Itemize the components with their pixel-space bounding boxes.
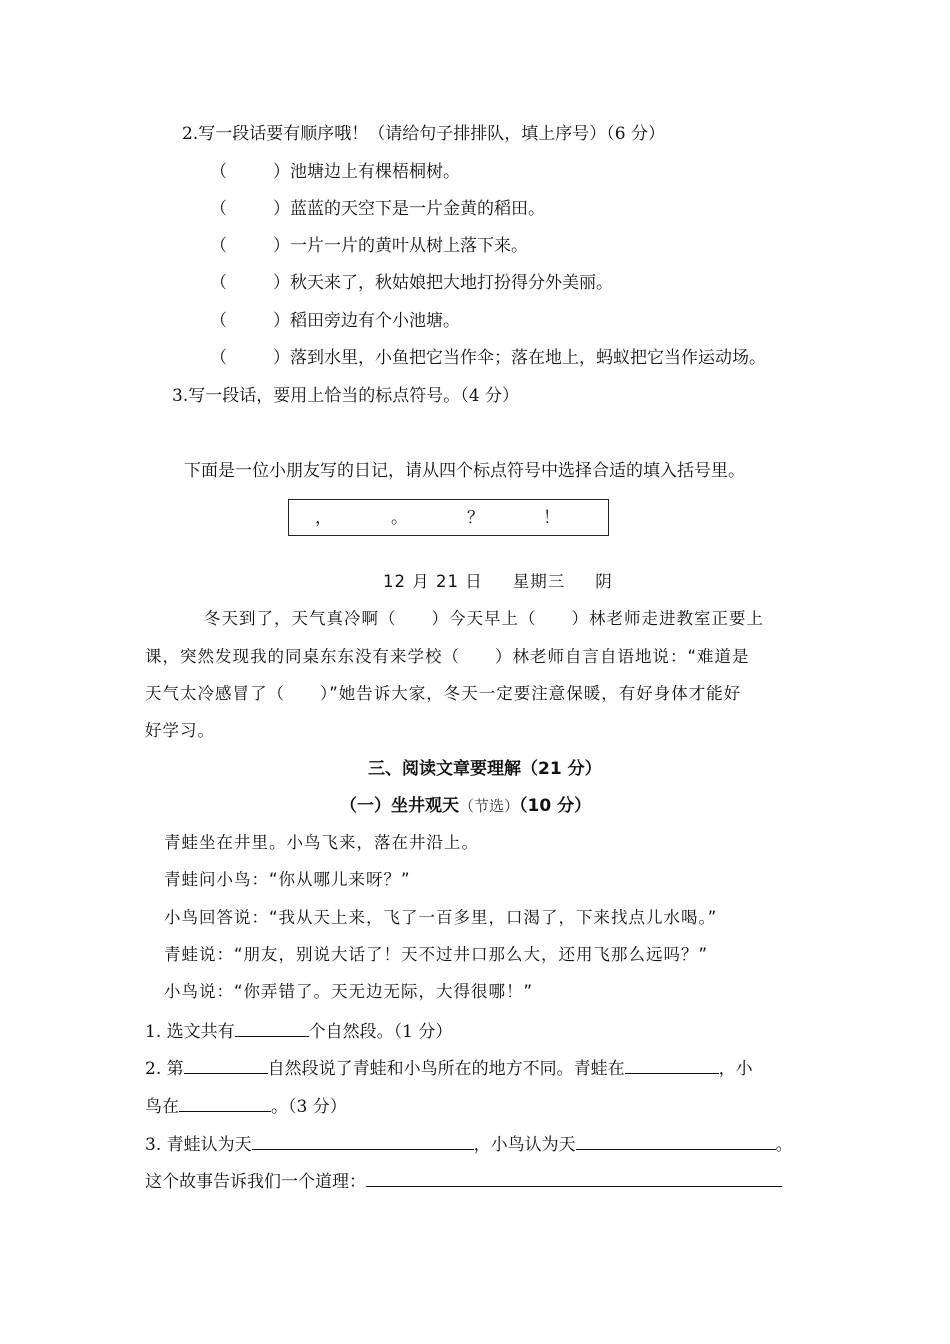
paren-open: （ bbox=[210, 162, 227, 182]
section3-title: 三、阅读文章要理解（21 分） bbox=[368, 759, 602, 779]
diary-line-2: 课，突然发现我的同桌东东没有来学校（ ）林老师自言自语地说：“难道是 bbox=[145, 647, 750, 666]
paren-open: （ bbox=[210, 311, 227, 331]
blank-q3-bird-sky[interactable] bbox=[576, 1131, 776, 1150]
subtitle-note: （节选） bbox=[459, 797, 520, 815]
story-line-1: 青蛙坐在井里。小鸟飞来，落在井沿上。 bbox=[164, 833, 479, 852]
story-line-3: 小鸟回答说：“我从天上来，飞了一百多里，口渴了，下来找点儿水喝。” bbox=[164, 908, 718, 927]
item-text: 秋天来了，秋姑娘把大地打扮得分外美丽。 bbox=[290, 273, 613, 293]
blank-q2-paragraph[interactable] bbox=[184, 1055, 268, 1074]
item-text: 池塘边上有棵梧桐树。 bbox=[290, 162, 460, 182]
blank-q2-bird-place[interactable] bbox=[179, 1093, 271, 1112]
q2-item-5 bbox=[210, 309, 460, 333]
symbol-exclamation: ！ bbox=[543, 508, 560, 528]
reading-q3: 3. 青蛙认为天 ，小鸟认为天 。 bbox=[145, 1131, 793, 1157]
diary-line-4: 好学习。 bbox=[145, 721, 215, 740]
paren-open: （ bbox=[210, 236, 227, 256]
paren-open: （ bbox=[210, 273, 227, 293]
blank-q4-lesson[interactable] bbox=[366, 1168, 782, 1187]
paren-open: （ bbox=[210, 348, 227, 368]
q3-instruction: 下面是一位小朋友写的日记，请从四个标点符号中选择合适的填入括号里。 bbox=[184, 461, 745, 481]
story-line-2: 青蛙问小鸟：“你从哪儿来呀？” bbox=[164, 870, 411, 889]
story-line-4: 青蛙说：“朋友，别说大话了！天不过井口那么大，还用飞那么远吗？” bbox=[164, 945, 709, 964]
symbol-comma: ， bbox=[315, 508, 332, 528]
subtitle-score: （10 分） bbox=[519, 796, 592, 816]
diary-weekday: 星期三 bbox=[512, 572, 566, 591]
reading-q1: 1. 选文共有 个自然段。（1 分） bbox=[145, 1018, 452, 1044]
q3-title: 3.写一段话，要用上恰当的标点符号。（4 分） bbox=[172, 386, 519, 406]
q2-item-3 bbox=[210, 234, 528, 258]
q2-item-6 bbox=[210, 346, 766, 370]
paren-close: ） bbox=[273, 348, 290, 368]
diary-header bbox=[383, 570, 613, 594]
diary-weather: 阴 bbox=[595, 572, 613, 591]
paren-close: ） bbox=[273, 236, 290, 256]
item-text: 一片一片的黄叶从树上落下来。 bbox=[290, 236, 528, 256]
diary-line-3: 天气太冷感冒了（ ）”她告诉大家，冬天一定要注意保暖，有好身体才能好 bbox=[145, 684, 742, 703]
blank-q2-frog-place[interactable] bbox=[625, 1055, 719, 1074]
paren-close: ） bbox=[273, 199, 290, 219]
paren-close: ） bbox=[273, 311, 290, 331]
diary-line-1: 冬天到了，天气真冷啊（ ）今天早上（ ）林老师走进教室正要上 bbox=[204, 609, 764, 628]
diary-date: 12 月 21 日 bbox=[383, 572, 483, 591]
punctuation-box bbox=[288, 499, 609, 536]
reading-q2: 2. 第 自然段说了青蛙和小鸟所在的地方不同。青蛙在 ，小 bbox=[145, 1055, 753, 1081]
item-text: 稻田旁边有个小池塘。 bbox=[290, 311, 460, 331]
section3-subtitle bbox=[340, 794, 591, 818]
symbol-question: ？ bbox=[467, 508, 484, 528]
subtitle-main: （一）坐井观天 bbox=[340, 796, 459, 816]
q2-item-2 bbox=[210, 197, 545, 221]
q2-item-4 bbox=[210, 271, 613, 295]
q2-item-1 bbox=[210, 160, 460, 184]
blank-q3-frog-sky[interactable] bbox=[252, 1131, 474, 1150]
item-text: 蓝蓝的天空下是一片金黄的稻田。 bbox=[290, 199, 545, 219]
paren-close: ） bbox=[273, 273, 290, 293]
blank-q1[interactable] bbox=[235, 1018, 309, 1037]
reading-q2-cont: 鸟在 。（3 分） bbox=[145, 1093, 347, 1119]
reading-q4: 这个故事告诉我们一个道理： bbox=[145, 1168, 782, 1194]
paren-close: ） bbox=[273, 162, 290, 182]
symbol-period: 。 bbox=[391, 508, 408, 528]
story-line-5: 小鸟说：“你弄错了。天无边无际，大得很哪！” bbox=[164, 982, 534, 1001]
item-text: 落到水里，小鱼把它当作伞；落在地上，蚂蚁把它当作运动场。 bbox=[290, 348, 766, 368]
q2-title: 2.写一段话要有顺序哦！（请给句子排排队，填上序号）（6 分） bbox=[182, 124, 665, 144]
paren-open: （ bbox=[210, 199, 227, 219]
